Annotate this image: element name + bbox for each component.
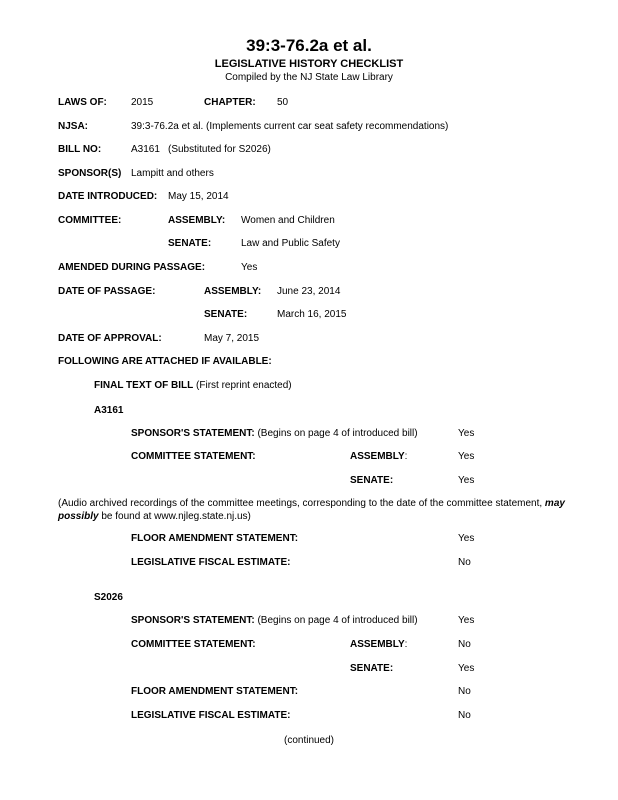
s2026-heading: S2026 <box>94 592 123 603</box>
a3161-sponsor-statement-label: SPONSOR'S STATEMENT: <box>131 428 255 439</box>
date-introduced-value: May 15, 2014 <box>168 191 229 202</box>
a3161-heading: A3161 <box>94 405 124 416</box>
audio-note <box>58 497 606 523</box>
s2026-senate-label: SENATE: <box>350 663 394 674</box>
s2026-sponsor-statement-row <box>131 615 418 627</box>
audio-note-link-text: be found at www.njleg.state.nj.us) <box>101 511 251 522</box>
s2026-fiscal-estimate-label: LEGISLATIVE FISCAL ESTIMATE: <box>131 710 291 721</box>
a3161-floor-amendment-label: FLOOR AMENDMENT STATEMENT: <box>131 533 299 544</box>
compiled-by: Compiled by the NJ State Law Library <box>225 72 393 83</box>
date-passage-label: DATE OF PASSAGE: <box>58 286 156 297</box>
amended-label: AMENDED DURING PASSAGE: <box>58 262 206 273</box>
laws-of-label: LAWS OF: <box>58 97 107 108</box>
s2026-assembly-colon: : <box>404 639 408 650</box>
passage-assembly-label: ASSEMBLY: <box>204 286 262 297</box>
s2026-senate-value: Yes <box>458 663 475 674</box>
final-text-note: (First reprint enacted) <box>196 380 292 391</box>
committee-assembly-value: Women and Children <box>241 215 335 226</box>
passage-assembly-value: June 23, 2014 <box>277 286 341 297</box>
a3161-senate-value: Yes <box>458 475 475 486</box>
a3161-committee-statement-label: COMMITTEE STATEMENT: <box>131 451 256 462</box>
a3161-assembly-label-row <box>350 451 407 463</box>
continued-note: (continued) <box>283 735 335 746</box>
s2026-assembly-label: ASSEMBLY <box>350 639 405 650</box>
sponsors-value: Lampitt and others <box>131 168 214 179</box>
s2026-sponsor-statement-label: SPONSOR'S STATEMENT: <box>131 615 255 626</box>
njsa-label: NJSA: <box>58 121 89 132</box>
laws-of-value: 2015 <box>131 97 154 108</box>
bill-no-note: (Substituted for S2026) <box>168 144 271 155</box>
a3161-sponsor-statement-note: (Begins on page 4 of introduced bill) <box>257 428 418 439</box>
final-text-label: FINAL TEXT OF BILL <box>94 380 194 391</box>
date-introduced-label: DATE INTRODUCED: <box>58 191 158 202</box>
amended-value: Yes <box>241 262 258 273</box>
a3161-assembly-label: ASSEMBLY <box>350 451 405 462</box>
s2026-assembly-value: No <box>458 639 471 650</box>
s2026-sponsor-statement-note: (Begins on page 4 of introduced bill) <box>257 615 418 626</box>
chapter-label: CHAPTER: <box>204 97 256 108</box>
a3161-sponsor-statement-row <box>131 428 418 440</box>
a3161-assembly-value: Yes <box>458 451 475 462</box>
bill-no-value: A3161 <box>131 144 160 155</box>
s2026-sponsor-statement-value: Yes <box>458 615 475 626</box>
page-subtitle: LEGISLATIVE HISTORY CHECKLIST <box>214 58 404 70</box>
s2026-floor-amendment-label: FLOOR AMENDMENT STATEMENT: <box>131 686 299 697</box>
committee-senate-value: Law and Public Safety <box>241 238 340 249</box>
bill-no-label: BILL NO: <box>58 144 102 155</box>
date-approval-label: DATE OF APPROVAL: <box>58 333 162 344</box>
passage-senate-value: March 16, 2015 <box>277 309 347 320</box>
date-approval-value: May 7, 2015 <box>204 333 260 344</box>
njsa-value: 39:3-76.2a et al. (Implements current car seat safety recommendations) <box>131 121 449 132</box>
page-title: 39:3-76.2a et al. <box>246 36 372 55</box>
committee-label: COMMITTEE: <box>58 215 122 226</box>
s2026-assembly-label-row <box>350 639 407 651</box>
s2026-fiscal-estimate-value: No <box>458 710 471 721</box>
s2026-floor-amendment-value: No <box>458 686 471 697</box>
a3161-floor-amendment-value: Yes <box>458 533 475 544</box>
a3161-assembly-colon: : <box>404 451 408 462</box>
s2026-committee-statement-label: COMMITTEE STATEMENT: <box>131 639 256 650</box>
a3161-fiscal-estimate-label: LEGISLATIVE FISCAL ESTIMATE: <box>131 557 291 568</box>
chapter-value: 50 <box>277 97 289 108</box>
final-text-row <box>94 380 292 392</box>
a3161-fiscal-estimate-value: No <box>458 557 471 568</box>
committee-assembly-label: ASSEMBLY: <box>168 215 226 226</box>
passage-senate-label: SENATE: <box>204 309 248 320</box>
attached-heading: FOLLOWING ARE ATTACHED IF AVAILABLE: <box>58 356 272 367</box>
a3161-senate-label: SENATE: <box>350 475 394 486</box>
a3161-sponsor-statement-value: Yes <box>458 428 475 439</box>
sponsors-label: SPONSOR(S) <box>58 168 122 179</box>
committee-senate-label: SENATE: <box>168 238 212 249</box>
audio-note-text: (Audio archived recordings of the committee meetings, corresponding to the date of the committee statement, <box>58 498 543 509</box>
audio-note-emphasis: may possibly <box>58 498 565 522</box>
